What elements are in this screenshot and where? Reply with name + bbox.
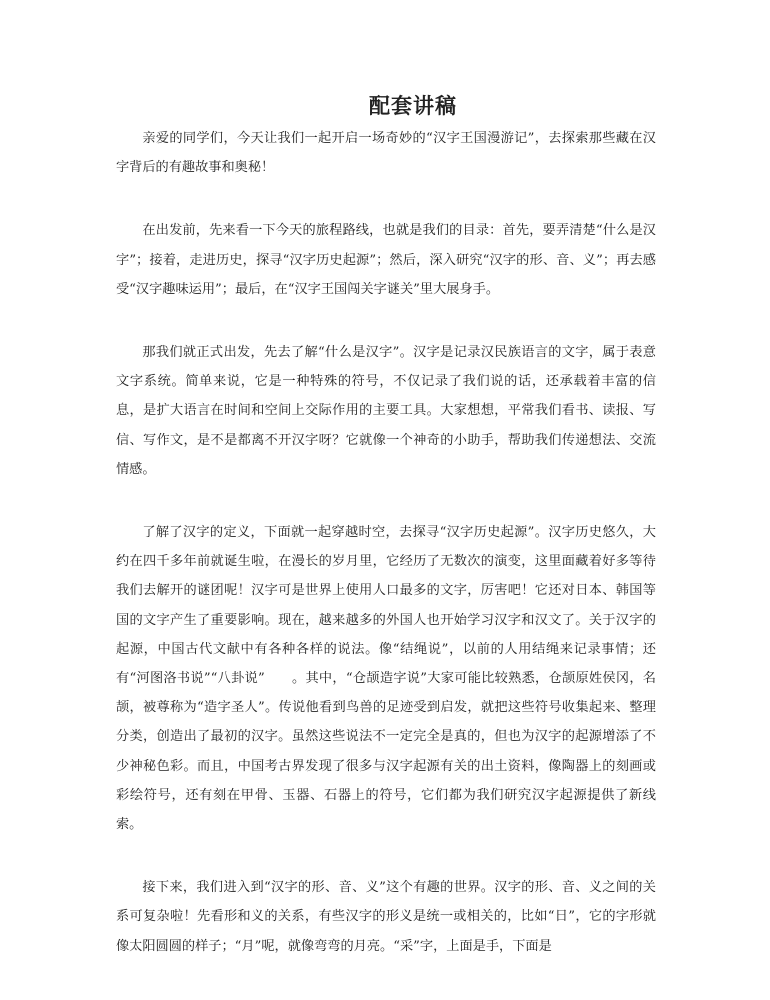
paragraph-greeting: 亲爱的同学们，今天让我们一起开启一场奇妙的“汉字王国漫游记”，去探索那些藏在汉字背后的有趣故事和奥秘！ — [116, 131, 656, 176]
paragraph-history-origin: 了解了汉字的定义，下面就一起穿越时空，去探寻“汉字历史起源”。汉字历史悠久，大约在四千多年前就诞生啦，在漫长的岁月里，它经历了无数次的演变，这里面藏着好多等待我们去解开的谜团呢！汉字可是世界上使用人口最多的文字，厉害吧！它还对日本、韩国等国的文字产生了重要影响。现在，越来越多的外国人也开始学习汉字和汉文了。关于汉字的起源，中国古代文献中有各种各样的说法。像“结绳说”，以前的人用结绳来记录事情；还有“河图洛书说”“八卦说” 。其中，“仓颉造字说”大家可能比较熟悉，仓颉原姓侯冈，名颉，被尊称为“造字圣人”。传说他看到鸟兽的足迹受到启发，就把这些符号收集起来、整理分类，创造出了最初的汉字。虽然这些说法不一定完全是真的，但也为汉字的起源增添了不少神秘色彩。而且，中国考古界发现了很多与汉字起源有关的出土资料，像陶器上的刻画或彩绘符号，还有刻在甲骨、玉器、石器上的符号，它们都为我们研究汉字起源提供了新线索。 — [116, 525, 656, 833]
paragraph-itinerary: 在出发前，先来看一下今天的旅程路线，也就是我们的目录：首先，要弄清楚“什么是汉字”；接着，走进历史，探寻“汉字历史起源”；然后，深入研究“汉字的形、音、义”；再去感受“汉字趣味运用”；最后，在“汉字王国闯关字谜关”里大展身手。 — [116, 223, 656, 297]
paragraph-what-is-hanzi: 那我们就正式出发，先去了解“什么是汉字”。汉字是记录汉民族语言的文字，属于表意文字系统。简单来说，它是一种特殊的符号，不仅记录了我们说的话，还承载着丰富的信息，是扩大语言在时间和空间上交际作用的主要工具。大家想想，平常我们看书、读报、写信、写作文，是不是都离不开汉字呀？它就像一个神奇的小助手，帮助我们传递想法、交流情感。 — [116, 345, 656, 477]
document-body — [116, 124, 656, 995]
paragraph-form-sound-meaning: 接下来，我们进入到“汉字的形、音、义”这个有趣的世界。汉字的形、音、义之间的关系可复杂啦！先看形和义的关系，有些汉字的形义是统一或相关的，比如“日”，它的字形就像太阳圆圆的样子；“月”呢，就像弯弯的月亮。“采”字，上面是手，下面是 — [116, 880, 656, 954]
document-title: 配套讲稿 — [369, 93, 457, 118]
